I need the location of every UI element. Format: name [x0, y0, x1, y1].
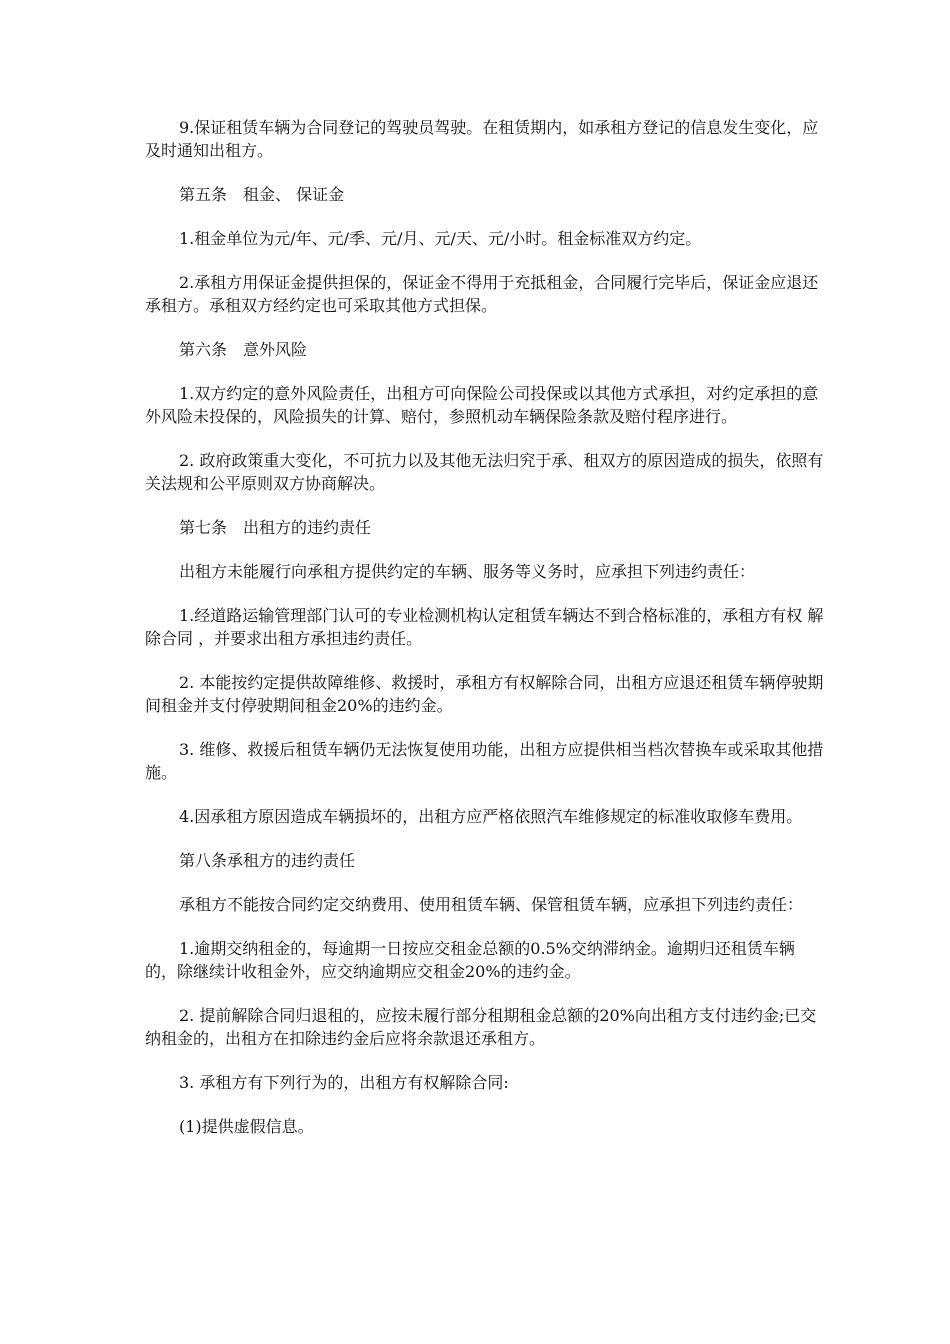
clause-4-item-9: 9.保证租赁车辆为合同登记的驾驶员驾驶。在租赁期内，如承租方登记的信息发生变化，应及时通知出租方。 — [145, 118, 819, 160]
document-page — [145, 116, 825, 1159]
article-5-item-1: 1.租金单位为元/年、元/季、元/月、元/天、元/小时。租金标准双方约定。 — [179, 229, 702, 248]
article-6-heading: 第六条 意外风险 — [179, 340, 308, 359]
article-6-item-1: 1.双方约定的意外风险责任，出租方可向保险公司投保或以其他方式承担，对约定承担的意外风险未投保的，风险损失的计算、赔付，参照机动车辆保险条款及赔付程序进行。 — [145, 384, 819, 426]
article-5-heading: 第五条 租金、 保证金 — [179, 185, 345, 204]
article-8-item-1: 1.逾期交纳租金的，每逾期一日按应交租金总额的0.5%交纳滞纳金。逾期归还租赁车辆的，除继续计收租金外，应交纳逾期应交租金20%的违约金。 — [145, 939, 795, 981]
article-8-item-2: 2. 提前解除合同归退租的，应按未履行部分租期租金总额的20%向出租方支付违约金;已交纳租金的，出租方在扣除违约金后应将余款退还承租方。 — [145, 1006, 817, 1048]
article-8-item-3: 3. 承租方有下列行为的，出租方有权解除合同: — [179, 1073, 509, 1092]
article-7-item-1: 1.经道路运输管理部门认可的专业检测机构认定租赁车辆达不到合格标准的，承租方有权 解除合同 ，并要求出租方承担违约责任。 — [145, 606, 824, 648]
article-7-intro: 出租方未能履行向承租方提供约定的车辆、服务等义务时，应承担下列违约责任： — [179, 562, 756, 581]
article-7-heading: 第七条 出租方的违约责任 — [179, 518, 372, 537]
article-8-subitem-1: (1)提供虚假信息。 — [179, 1117, 314, 1136]
article-5-item-2: 2.承租方用保证金提供担保的，保证金不得用于充抵租金，合同履行完毕后，保证金应退还承租方。承租双方经约定也可采取其他方式担保。 — [145, 273, 819, 315]
article-7-item-4: 4.因承租方原因造成车辆损坏的，出租方应严格依照汽车维修规定的标准收取修车费用。 — [179, 807, 803, 826]
article-6-item-2: 2. 政府政策重大变化，不可抗力以及其他无法归究于承、租双方的原因造成的损失，依照有关法规和公平原则双方协商解决。 — [145, 451, 824, 493]
article-7-item-2: 2. 本能按约定提供故障维修、救援时，承租方有权解除合同，出租方应退还租赁车辆停驶期间租金并支付停驶期间租金20%的违约金。 — [145, 673, 824, 715]
article-8-intro: 承租方不能按合同约定交纳费用、使用租赁车辆、保管租赁车辆，应承担下列违约责任： — [179, 895, 804, 914]
article-7-item-3: 3. 维修、救援后租赁车辆仍无法恢复使用功能，出租方应提供相当档次替换车或采取其他措施。 — [145, 740, 824, 782]
article-8-heading: 第八条承租方的违约责任 — [179, 851, 356, 870]
